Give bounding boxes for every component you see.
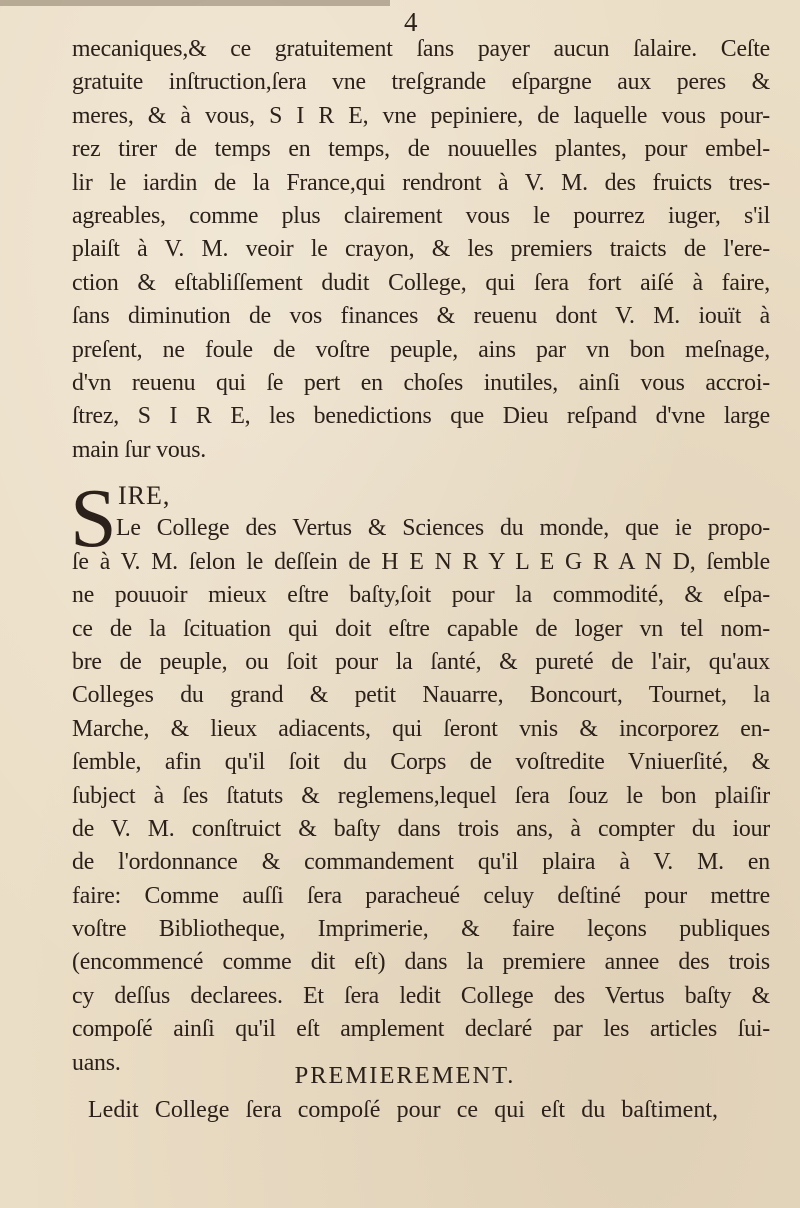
text-line: rez tirer de temps en temps, de nouuelles plantes, pour embel- (72, 136, 770, 163)
text-line: de V. M. conſtruict & baſty dans trois ans, à compter du iour (72, 815, 770, 842)
paragraph-2 (70, 472, 770, 1080)
text-line: Colleges du grand & petit Nauarre, Boncourt, Tournet, la (72, 682, 770, 709)
text-line: Marche, & lieux adiacents, qui ſeront vnis & incorporez en- (72, 715, 770, 742)
text-line: ſans diminution de vos finances & reuenu dont V. M. iouït à (72, 303, 770, 330)
text-line: meres, & à vous, S I R E, vne pepiniere, de laquelle vous pour- (72, 102, 770, 129)
text-line: ſemble, afin qu'il ſoit du Corps de voſtredite Vniuerſité, & (72, 749, 770, 776)
text-line: ction & eſtabliſſement dudit College, qui ſera fort aiſé à faire, (72, 269, 770, 296)
text-line: ſubject à ſes ſtatuts & reglemens,lequel ſera ſouz le bon plaiſir (72, 782, 770, 809)
text-line: ſe à V. M. ſelon le deſſein de H E N R Y L E G R A N D, ſemble (72, 548, 770, 575)
text-line: main ſur vous. (72, 436, 207, 463)
text-line: mecaniques,& ce gratuitement ſans payer aucun ſalaire. Ceſte (72, 36, 770, 62)
text-line: (encommencé comme dit eſt) dans la premiere annee des trois (72, 949, 770, 976)
text-line: cy deſſus declarees. Et ſera ledit College des Vertus baſty & (72, 982, 770, 1009)
paragraph-1 (72, 33, 770, 467)
text-line: bre de peuple, ou ſoit pour la ſanté, & pureté de l'air, qu'aux (72, 648, 770, 675)
text-line: voſtre Bibliotheque, Imprimerie, & faire leçons publiques (72, 916, 770, 943)
text-line: lir le iardin de la France,qui rendront à V. M. des fruicts tres- (72, 169, 770, 196)
text-line: Ledit College ſera compoſé pour ce qui eſt du baſtiment, (88, 1097, 718, 1123)
page-top-edge (0, 0, 390, 6)
salutation: IRE, (118, 481, 171, 510)
text-line: gratuite inſtruction,ſera vne treſgrande eſpargne aux peres & (72, 69, 770, 96)
text-line: ne pouuoir mieux eſtre baſty,ſoit pour la commodité, & eſpa- (72, 582, 770, 609)
text-line: preſent, ne foule de voſtre peuple, ains par vn bon meſnage, (72, 336, 770, 363)
text-line: de l'ordonnance & commandement qu'il plaira à V. M. en (72, 849, 770, 876)
text-line: plaiſt à V. M. veoir le crayon, & les premiers traicts de l'ere- (72, 236, 770, 263)
text-line: d'vn reuenu qui ſe pert en choſes inutiles, ainſi vous accroi- (72, 369, 770, 396)
text-line: ſtrez, S I R E, les benedictions que Dieu reſpand d'vne large (72, 403, 770, 430)
text-line: uans. (72, 1049, 121, 1076)
text-line: compoſé ainſi qu'il eſt amplement declaré par les articles ſui- (72, 1016, 770, 1043)
page-number: 4 (404, 7, 418, 37)
text-line: agreables, comme plus clairement vous le pourrez iuger, s'il (72, 202, 770, 229)
text-line: ce de la ſcituation qui doit eſtre capable de loger vn tel nom- (72, 615, 770, 642)
text-line: faire: Comme auſſi ſera paracheué celuy deſtiné pour mettre (72, 882, 770, 909)
drop-cap: S (70, 472, 117, 565)
text-line: Le College des Vertus & Sciences du monde, que ie propo- (116, 515, 770, 542)
section-heading: PREMIEREMENT. (294, 1062, 516, 1089)
